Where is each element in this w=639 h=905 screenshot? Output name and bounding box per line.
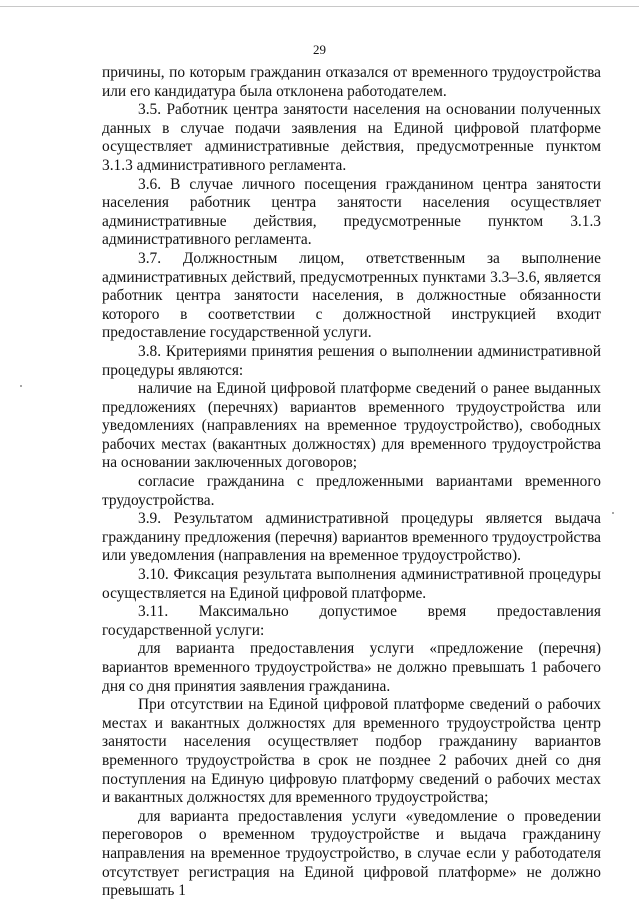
page-number: 29 xyxy=(313,42,326,57)
paragraph-variant-offer: для варианта предоставления услуги «предложение (перечня) вариантов временного трудоустройства» не должно превышать 1 рабочего дня со дня принятия заявления гражданина. xyxy=(102,640,601,695)
paragraph-continuation: причины, по которым гражданин отказался от временного трудоустройства или его кандидатура была отклонена работодателем. xyxy=(102,64,601,100)
paragraph-3-9: 3.9. Результатом административной процедуры является выдача гражданину предложения (перечня) вариантов временного трудоустройства или уведомления (направления на временное трудоустройство). xyxy=(102,510,601,565)
paragraph-3-6: 3.6. В случае личного посещения гражданином центра занятости населения работник центра занятости населения осуществляет административные действия, предусмотренные пунктом 3.1.3 административного регламента. xyxy=(102,175,601,249)
paragraph-3-10: 3.10. Фиксация результата выполнения административной процедуры осуществляется на Единой цифровой платформе. xyxy=(102,566,601,602)
paragraph-criterion-1: наличие на Единой цифровой платформе сведений о ранее выданных предложениях (перечнях) вариантов временного трудоустройства или уведомлениях (направлениях на временное трудоустройство), свободных рабочих местах (вакантных должностях) для временного трудоустройства на основании заключенных договоров; xyxy=(102,380,601,472)
paragraph-criterion-2: согласие гражданина с предложенными вариантами временного трудоустройства. xyxy=(102,473,601,509)
paragraph-3-11: 3.11. Максимально допустимое время предоставления государственной услуги: xyxy=(102,603,601,639)
paragraph-3-5: 3.5. Работник центра занятости населения на основании полученных данных в случае подачи заявления на Единой цифровой платформе осуществляет административные действия, предусмотренные пунктом 3.1.3 административного регламента. xyxy=(102,101,601,174)
paragraph-variant-notice: для варианта предоставления услуги «уведомление о проведении переговоров о временном трудоустройстве и выдача гражданину направления на временное трудоустройство, в случае если у работодателя отсутствует регистрация на Единой цифровой платформе» не должно превышать 1 xyxy=(102,807,601,900)
scan-edge-line xyxy=(0,6,639,7)
paragraph-no-vacancies: При отсутствии на Единой цифровой платформе сведений о рабочих местах и вакантных должностях для временного трудоустройства центр занятости населения осуществляет подбор гражданину вариантов временного трудоустройства в срок не позднее 2 рабочих дней со дня поступления на Единую цифровую платформу сведений о рабочих местах и вакантных должностях для временного трудоустройства; xyxy=(102,696,601,807)
paragraph-3-7: 3.7. Должностным лицом, ответственным за выполнение административных действий, предусмотренных пунктами 3.3–3.6, является работник центра занятости населения, в должностные обязанности которого в соответствии с должностной инструкцией входит предоставление государственной услуги. xyxy=(102,249,601,342)
paragraph-3-8: 3.8. Критериями принятия решения о выполнении административной процедуры являются: xyxy=(102,342,601,379)
scan-speck xyxy=(20,385,22,387)
scan-speck xyxy=(612,512,614,514)
document-body xyxy=(102,64,601,901)
